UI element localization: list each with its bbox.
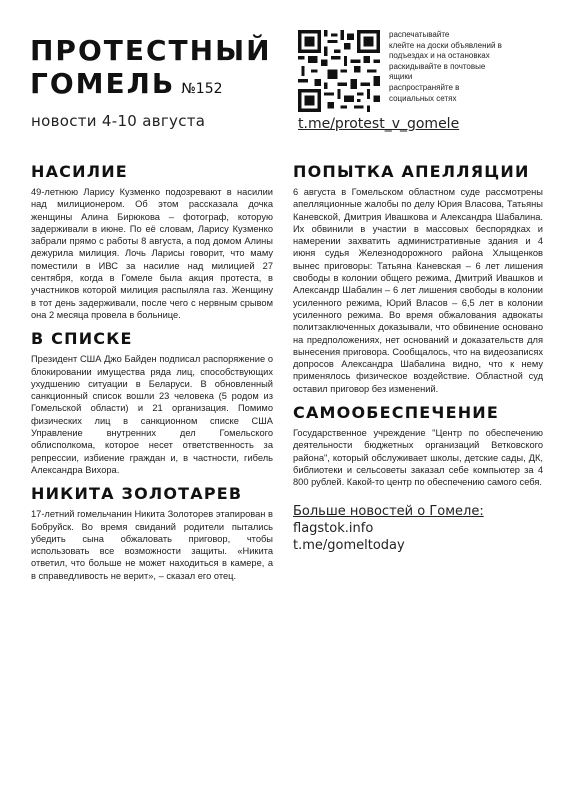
right-column [293,162,543,554]
issue-number: №152 [181,81,223,97]
page-title [30,34,272,106]
distribution-instructions [389,30,549,104]
title-line-2 [30,67,272,106]
left-column [31,162,273,590]
instruction-line: социальных сетях [389,93,457,103]
instruction-line: ящики [389,72,413,82]
article-text: 6 августа в Гомельском областном суде рассмотрены апелляционные жалобы по делу Юрия Власова, Татьяны Каневской, Дмитрия Ивашкова и Александра Шабалина. Их обвинили в участии в массовых беспорядках и намерении захватить административные здания и 4 июня судья Железнодорожного района Хлыщенков вынес приговоры: Татьяна Каневская – 6 лет лишения свободы в колонии общего режима, Дмитрий Ивашков и Александр Шабалин – 6 лет лишения свободы в колонии усиленного режима, Юрий Власов – 6,5 лет в колонии усиленного режима. Во время обжалования адвокаты политзаключенных доказывали, что обвинение основано на предположениях, нет оснований и доказательств для вынесения приговора. Сообщалось, что на видеозаписях допросов Александра Шабалина видно, что к нему применялось физическое воздействие. Областной суд оставил приговор без изменений. [293,187,543,394]
article-title: НАСИЛИЕ [31,162,128,181]
article-violence [31,162,273,321]
title-city: ГОМЕЛЬ [30,67,176,100]
instruction-line: распространяйте в [389,82,460,92]
qr-code-icon [298,30,380,112]
article-self-provision [293,403,543,488]
more-news-block [293,503,543,554]
article-text: 49-летнюю Ларису Кузменко подозревают в насилии над милиционером. Об этом рассказала дочка женщины Алина Бирюкова – фотограф, которую задерживали в июне. По её словам, Ларису Кузменко забрали прямо с работы 8 августа, а под домом Алины дежурила милиция. Лочь Ларисы говорит, что маму поместили в ИВС за насилие над милицией 27 сентября, когда в Гомеле была акция протеста, в участников которой милиция распыляла газ. Женщину в тот день задерживали, после чего с нервным срывом она 2 месяца провела в больнице. [31,187,273,320]
instruction-line: клейте на доски объявлений в [389,40,502,50]
article-text: Государственное учреждение "Центр по обеспечению деятельности бюджетных организаций Ветковского района", который обслуживает школы, детские сады, ДК, библиотеки и сельсоветы заказал себе компьютер за 4 800 рублей. Какой-то центр по обеспечению самого себя. [293,428,543,488]
date-range: новости 4-10 августа [31,112,206,130]
more-news-link[interactable]: t.me/gomeltoday [293,537,405,553]
instruction-line: раскидывайте в почтовые [389,61,486,71]
article-text: Президент США Джо Байден подписал распоряжение о блокировании имущества ряда лиц, способствующих ухудшению ситуации в Беларуси. В обновленный санкционный список вошли 23 человека (5 родом из Гомельской области) и 21 организация. Помимо физических лиц в санкционном списке США Управление внутренних дел Гомельского облисполкома, которое несет ответственность за репрессии, избиение граждан и, в частности, гибель Александра Вихора. [31,354,273,475]
more-news-heading: Больше новостей о Гомеле: [293,503,484,519]
article-title: В СПИСКЕ [31,329,133,349]
article-sanctions-list [31,329,273,476]
article-appeal-attempt [293,162,543,395]
instruction-line: распечатывайте [389,30,450,39]
more-news-link[interactable]: flagstok.info [293,520,374,536]
article-title: ПОПЫТКА АПЕЛЛЯЦИИ [293,162,530,181]
instruction-line: подъездах и на остановках [389,51,490,61]
article-text: 17-летний гомельчанин Никита Золоторев этапирован в Бобруйск. Во время свиданий родители пытались убедить сына обжаловать приговор, чтобы использовать все возможности защиты. «Никита ответил, что больше не может находиться в камере, а в справедливость не верит», – сказал его отец. [31,509,273,581]
article-title: НИКИТА ЗОЛОТАРЕВ [31,484,243,504]
telegram-channel-link[interactable]: t.me/protest_v_gomele [298,116,460,132]
article-nikita-zolotarev [31,484,273,582]
title-line-1: ПРОТЕСТНЫЙ [30,34,272,67]
article-title: САМООБЕСПЕЧЕНИЕ [293,403,500,423]
